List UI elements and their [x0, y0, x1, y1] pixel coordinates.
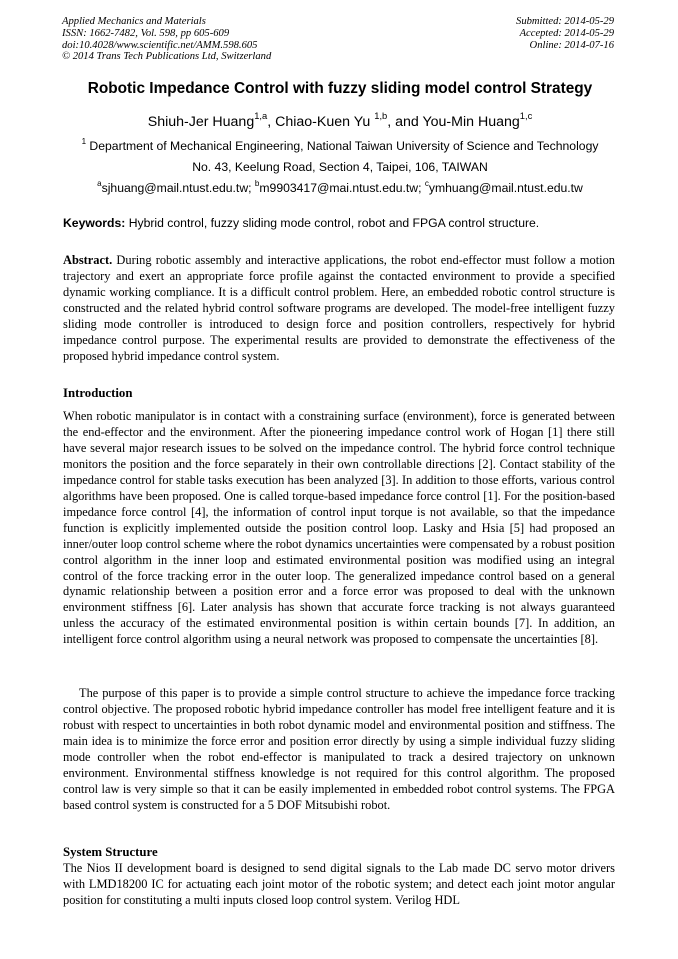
- submitted-date: Submitted: 2014-05-29: [516, 16, 614, 27]
- journal-doi: doi:10.4028/www.scientific.net/AMM.598.605: [62, 39, 258, 51]
- keywords: [63, 216, 615, 230]
- introduction-heading: Introduction: [63, 386, 133, 400]
- online-date: Online: 2014-07-16: [529, 39, 614, 51]
- paper-title: Robotic Impedance Control with fuzzy sliding model control Strategy: [87, 80, 593, 97]
- abstract-text: During robotic assembly and interactive applications, the robot end-effector must follow a motion trajectory and exert an appropriate force profile against the contacted environment to provide a specified dynamic working compliance. It is a difficult control problem. Here, an embedded robotic control structure is constructed and the related hybrid control software programs are developed. The model-free intelligent fuzzy sliding mode controller is introduced to design force and position controllers, respectively for hybrid impedance control purpose. The experimental results are provided to demonstrate the effectiveness of the proposed hybrid impedance control system.: [63, 253, 615, 363]
- affiliation-emails: $^a$sjhuang@mail.ntust.edu.tw; $^b$m9903417@mai.ntust.edu.tw; $^c$ymhuang@mail.ntust.edu.tw: [97, 178, 583, 195]
- author-3-affiliation: 1,c: [519, 110, 533, 121]
- journal-copyright: © 2014 Trans Tech Publications Ltd, Switzerland: [62, 51, 272, 63]
- system-structure-heading: System Structure: [63, 845, 158, 859]
- system-structure-paragraph: The Nios II development board is designed to send digital signals to the Lab made DC servo motor drivers with LMD18200 IC for actuating each joint motor of the robotic system; and detect each joint motor angular position for constituting a multi inputs closed loop control system. Verilog HDL: [63, 861, 615, 907]
- author-3: , and You-Min Huang: [387, 114, 520, 130]
- abstract-label: Abstract.: [63, 253, 113, 267]
- introduction-paragraph-2: The purpose of this paper is to provide a simple control structure to achieve the impedance force tracking control objective. The proposed robotic hybrid impedance controller has model free intelligent feature and it is robust with respect to uncertainties in both robot dynamic model and environmental position and stiffness. The main idea is to minimize the force error and position error directly by using a simple individual fuzzy sliding mode controller when the robot end-effector is manipulated to track a desired trajectory on unknown environment. Environmental stiffness knowledge is not required for this control algorithm. The proposed control law is very simple so that it can be easily implemented in embedded robot control systems. The FPGA based control system is constructed for a 5 DOF Mitsubishi robot.: [63, 686, 615, 812]
- accepted-date: Accepted: 2014-05-29: [519, 27, 614, 39]
- submission-dates: [516, 16, 614, 51]
- keywords-text: Hybrid control, fuzzy sliding mode control, robot and FPGA control structure.: [125, 216, 540, 230]
- affiliation-department: $^1$ Department of Mechanical Engineering, National Taiwan University of Science and Technology: [81, 136, 599, 153]
- affiliation-marker: 1: [81, 136, 87, 146]
- journal-issn: ISSN: 1662-7482, Vol. 598, pp 605-609: [62, 27, 230, 39]
- journal-info: [62, 16, 271, 63]
- journal-name: Applied Mechanics and Materials: [62, 16, 206, 27]
- email-b: m9903417@mai.ntust.edu.tw;: [259, 181, 425, 195]
- author-list: [40, 110, 640, 130]
- email-c: ymhuang@mail.ntust.edu.tw: [428, 181, 583, 195]
- author-2: , Chiao-Kuen Yu: [267, 114, 375, 130]
- keywords-label: Keywords:: [63, 216, 126, 230]
- affiliation-address: No. 43, Keelung Road, Section 4, Taipei, 106, TAIWAN: [192, 160, 488, 174]
- abstract: [63, 253, 615, 365]
- introduction-paragraph-1: When robotic manipulator is in contact with a constraining surface (environment), force is generated between the end-effector and the environment. After the pioneering impedance control work of Hogan [1] there still have several major research issues to be solved on the impedance control. The hybrid force control technique monitors the position and the force separately in their own controllable directions [2]. Contact stability of the impedance control for stable tasks execution has been analyzed [3]. In addition to those efforts, various control algorithms have been proposed. One is called torque-based impedance force control [1]. For the position-based impedance force control [4], the information of control input torque is not available, so that the impedance function is explicitly implemented outside the position control loop. Lasky and Hsia [5] had proposed an inner/outer loop control scheme where the robot dynamics uncertainties were compensated by a robust position control algorithm in the inner loop and estimated environmental position was modified using an integral control of the force tracking error in the outer loop. The generalized impedance control based on a general dynamic relationship between a position error and a force error was proposed to deal with the unknown environment stiffness [6]. Later analysis has shown that accurate force tracking is not always guaranteed unless the accuracy of the estimated environmental position is within certain bounds [7]. In addition, an intelligent force control algorithm using a neural network was proposed to compensate the uncertainties [8].: [63, 409, 615, 647]
- author-1-affiliation: 1,a: [254, 110, 268, 121]
- email-a: sjhuang@mail.ntust.edu.tw;: [101, 181, 255, 195]
- author-2-affiliation: 1,b: [374, 110, 388, 121]
- author-1: Shiuh-Jer Huang: [147, 114, 255, 130]
